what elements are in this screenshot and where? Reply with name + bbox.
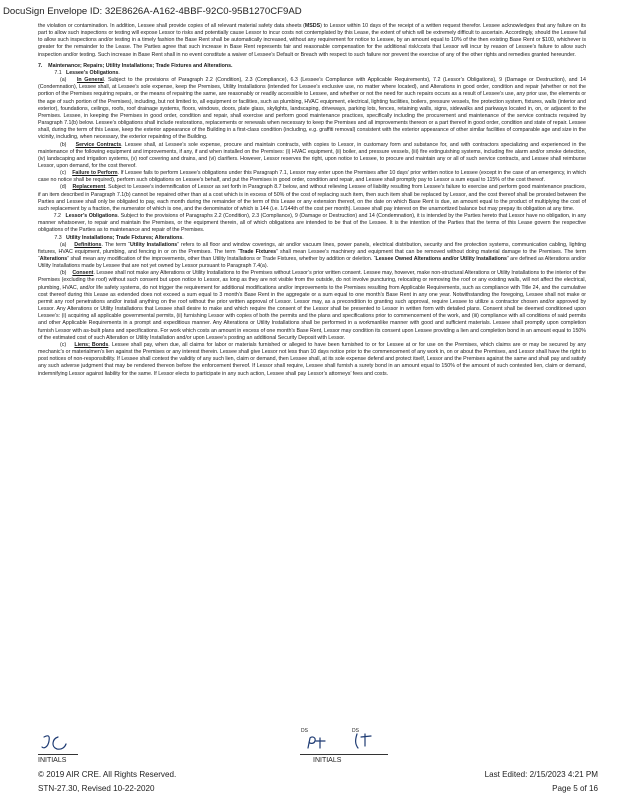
form-revision-text: STN-27.30, Revised 10-22-2020 (38, 784, 155, 793)
ds-marker-1: DS (301, 728, 308, 734)
paragraph: (c) Failure to Perform. If Lessee fails to perform Lessee’s obligations under this Paragraph 7.1, Lessor may enter upon the Premises after 10 days’ prior written notice to Lessee (except in the case of an emergency, in which case no notice shall be required), perform such obligations on Lessee’s behalf, and put the Premises in good order, condition and repair, and Lessee shall promptly pay to Lessor a sum equal to 115% of the cost thereof. (38, 170, 586, 184)
initials-label-right: INITIALS (313, 757, 342, 764)
docusign-envelope-id: DocuSign Envelope ID: 32E8626A-A162-4BBF-92C0-95B1270CF9AD (3, 6, 302, 17)
paragraph: 7. Maintenance; Repairs; Utility Installations; Trade Fixtures and Alterations. (38, 62, 233, 69)
paragraph: 7.2 Lessor’s Obligations. Subject to the provisions of Paragraphs 2.2 (Condition), 2.3 (Compliance), 9 (Damage or Destruction) and 14 (Condemnation), it is intended by the Parties hereto that Lessor have no obligation, in any manner whatsoever, to repair and maintain the Premises, or the equipment therein, all of which obligations are intended to be that of the Lessee. It is the intention of the Parties that the terms of this Lease govern the respective obligations of the Parties as to maintenance and repair of the Premises. (38, 213, 586, 234)
last-edited-text: Last Edited: 2/15/2023 4:21 PM (484, 770, 598, 779)
lessee-initials-signature (38, 731, 74, 755)
page-number: Page 5 of 16 (552, 784, 598, 793)
paragraph: 7.3 Utility Installations; Trade Fixtures; Alterations. (50, 234, 184, 241)
initials-line-left (38, 754, 78, 755)
paragraph: (c) Liens; Bonds. Lessee shall pay, when due, all claims for labor or materials furnished or alleged to have been furnished to or for Lessee at or for use on the Premises, which claims are or may be secured by any mechanic’s or materialmen’s lien against the Premises or any interest therein. Lessee shall give Lessor not less than 10 days notice prior to the commencement of any work in, on or about the Premises, and Lessor shall have the right to post notices of non-responsibility. If Lessee shall contest the validity of any such lien, claim or demand, then Lessee shall, at its sole expense defend and protect itself, Lessor and the Premises against the same and shall pay and satisfy any such adverse judgment that may be rendered thereon before the enforcement thereof. If Lessor shall require, Lessee shall furnish a surety bond in an amount equal to 150% of the amount of such contested lien, claim or demand, indemnifying Lessor against liability for the same. If Lessor elects to participate in any such action, Lessee shall pay Lessor’s attorneys’ fees and costs. (38, 341, 586, 377)
initials-area (0, 728, 619, 768)
copyright-text: © 2019 AIR CRE. All Rights Reserved. (38, 770, 177, 779)
paragraph: (b) Service Contracts. Lessee shall, at Lessee’s sole expense, procure and maintain contracts, with copies to Lessor, in customary form and substance for, and with contractors specializing and experienced in the maintenance of the following equipment and improvements, if any, if and when installed on the Premises: (i) HVAC equipment, (ii) boiler, and pressure vessels, (iii) fire extinguishing systems, including fire alarm and/or smoke detection, (iv) landscaping and irrigation systems, (v) roof covering and drains, and (vi) clarifiers. However, Lessor reserves the right, upon notice to Lessee, to procure and maintain any or all of such service contracts, and Lessee shall reimburse Lessor, upon demand, for the cost thereof. (38, 141, 586, 169)
footer-row-1 (38, 770, 598, 779)
lessor-initials-signature-1 (300, 732, 340, 754)
paragraph: 7.1 Lessee’s Obligations. (50, 69, 120, 76)
lease-body-text (38, 23, 586, 378)
initials-line-right (300, 754, 388, 755)
paragraph: (a) Definitions. The term “Utility Installations” refers to all floor and window coverings, air and/or vacuum lines, power panels, electrical distribution, security and fire protection systems, communication cabling, lighting fixtures, HVAC equipment, plumbing, and fencing in or on the Premises. The term “Trade Fixtures” shall mean Lessee’s machinery and equipment that can be removed without doing material damage to the Premises. The term “Alterations” shall mean any modification of the improvements, other than Utility Installations or Trade Fixtures, whether by addition or deletion. “Lessee Owned Alterations and/or Utility Installations” are defined as Alterations and/or Utility Installations made by Lessee that are not yet owned by Lessor pursuant to Paragraph 7.4(a). (38, 241, 586, 270)
initials-label-left: INITIALS (38, 757, 67, 764)
ds-marker-2: DS (352, 728, 359, 734)
lessor-initials-signature-2 (347, 730, 387, 752)
paragraph: (d) Replacement. Subject to Lessee’s indemnification of Lessor as set forth in Paragraph 8.7 below, and without relieving Lessee of liability resulting from Lessee’s failure to exercise and perform good maintenance practices, if an item described in Paragraph 7.1(b) cannot be repaired other than at a cost which is in excess of 50% of the cost of replacing such item, then such item shall be replaced by Lessor, and the cost thereof shall be prorated between the Parties and Lessee shall only be obligated to pay, each month during the remainder of the term of this Lease or any extension thereof, on the date on which Base Rent is due, an amount equal to the product of multiplying the cost of such replacement by a fraction, the numerator of which is one, and the denominator of which is 144 (i.e. 1/144th of the cost per month). Lessee shall pay interest on the unamortized balance but may prepay its obligation at any time. (38, 184, 586, 212)
paragraph: (b) Consent. Lessee shall not make any Alterations or Utility Installations to the Premises without Lessor’s prior written consent. Lessee may, however, make non-structural Alterations or Utility Installations to the interior of the Premises (excluding the roof) without such consent but upon notice to Lessor, as long as they are not visible from the outside, do not involve puncturing, relocating or removing the roof or any existing walls, will not affect the electrical, plumbing, HVAC, and/or life safety systems, do not trigger the requirement for additional modifications and/or improvements to the Premises resulting from Applicable Requirements, such as compliance with Title 24, and the cumulative cost thereof during this Lease as extended does not exceed a sum equal to 3 month’s Base Rent in the aggregate or a sum equal to one month’s Base Rent in any one year. Notwithstanding the foregoing, Lessee shall not make or permit any roof penetrations and/or install anything on the roof without the prior written approval of Lessor. Lessor may, as a precondition to granting such approval, require Lessee to utilize a contractor chosen and/or approved by Lessor. Any Alterations or Utility Installations that Lessee shall desire to make and which require the consent of the Lessor shall be presented to Lessor in written form with detailed plans. Consent shall be deemed conditioned upon Lessee’s: (i) acquiring all applicable governmental permits, (ii) furnishing Lessor with copies of both the permits and the plans and specifications prior to commencement of the work, and (iii) compliance with all conditions of said permits and other Applicable Requirements in a prompt and expeditious manner. Any Alterations or Utility Installations shall be performed in a workmanlike manner with good and sufficient materials. Lessee shall promptly upon completion furnish Lessor with as-built plans and specifications. For work which costs an amount in excess of one month’s Base Rent, Lessor may condition its consent upon Lessee providing a lien and completion bond in an amount equal to 150% of the estimated cost of such Alteration or Utility Installation and/or upon Lessee’s posting an additional Security Deposit with Lessor. (38, 270, 586, 341)
paragraph: the violation or contamination. In addition, Lessee shall provide copies of all relevant material safety data sheets (MSDS) to Lessor within 10 days of the receipt of a written request therefor. Lessee acknowledges that any failure on its part to allow such inspections or testing will expose Lessor to risks and potentially cause Lessor to incur costs not contemplated by this Lease, the extent of which will be extremely difficult to ascertain. Accordingly, should the Lessee fail to allow such inspections and/or testing in a timely fashion the Base Rent shall be automatically increased, without any requirement for notice to Lessee, by an amount equal to 10% of the then existing Base Rent or $100, whichever is greater for the remainder to the Lease. The Parties agree that such increase in Base Rent represents fair and reasonable compensation for the additional risk/costs that Lessor will incur by reason of Lessee’s failure to allow such inspection and/or testing. Such increase in Base Rent shall in no event constitute a waiver of Lessee’s Default or Breach with respect to such failure nor prevent the exercise of any of the other rights and remedies granted hereunder. (38, 23, 587, 58)
footer-row-2 (38, 784, 598, 793)
paragraph: (a) In General. Subject to the provisions of Paragraph 2.2 (Condition), 2.3 (Compliance), 6.3 (Lessee’s Compliance with Applicable Requirements), 7.2 (Lessor’s Obligations), 9 (Damage or Destruction), and 14 (Condemnation), Lessee shall, at Lessee’s sole expense, keep the Premises, Utility Installations (intended for Lessee’s exclusive use, no matter where located), and Alterations in good order, condition and repair (whether or not the portion of the Premises requiring repairs, or the means of repairing the same, are reasonably or readily accessible to Lessee, and whether or not the need for such repairs occurs as a result of Lessee’s use, any prior use, the elements or the age of such portion of the Premises), including, but not limited to, all equipment or facilities, such as plumbing, HVAC equipment, electrical, lighting facilities, boilers, pressure vessels, fire protection system, fixtures, walls (interior and exterior), foundations, ceilings, roofs, roof drainage systems, floors, windows, doors, plate glass, skylights, landscaping, driveways, parking lots, fences, retaining walls, signs, sidewalks and parkways located in, on, or adjacent to the Premises. Lessee, in keeping the Premises in good order, condition and repair, shall exercise and perform good maintenance practices, specifically including the procurement and maintenance of the service contracts required by Paragraph 7.1(b) below. Lessee’s obligations shall include restorations, replacements or renewals when necessary to keep the Premises and all improvements thereon or a part thereof in good order, condition and state of repair. Lessee shall, during the term of this Lease, keep the exterior appearance of the Building in a first-class condition (including, e.g. graffiti removal) consistent with the exterior appearance of other similar facilities of comparable age and size in the vicinity, including, when necessary, the exterior repainting of the Building. (38, 77, 586, 141)
